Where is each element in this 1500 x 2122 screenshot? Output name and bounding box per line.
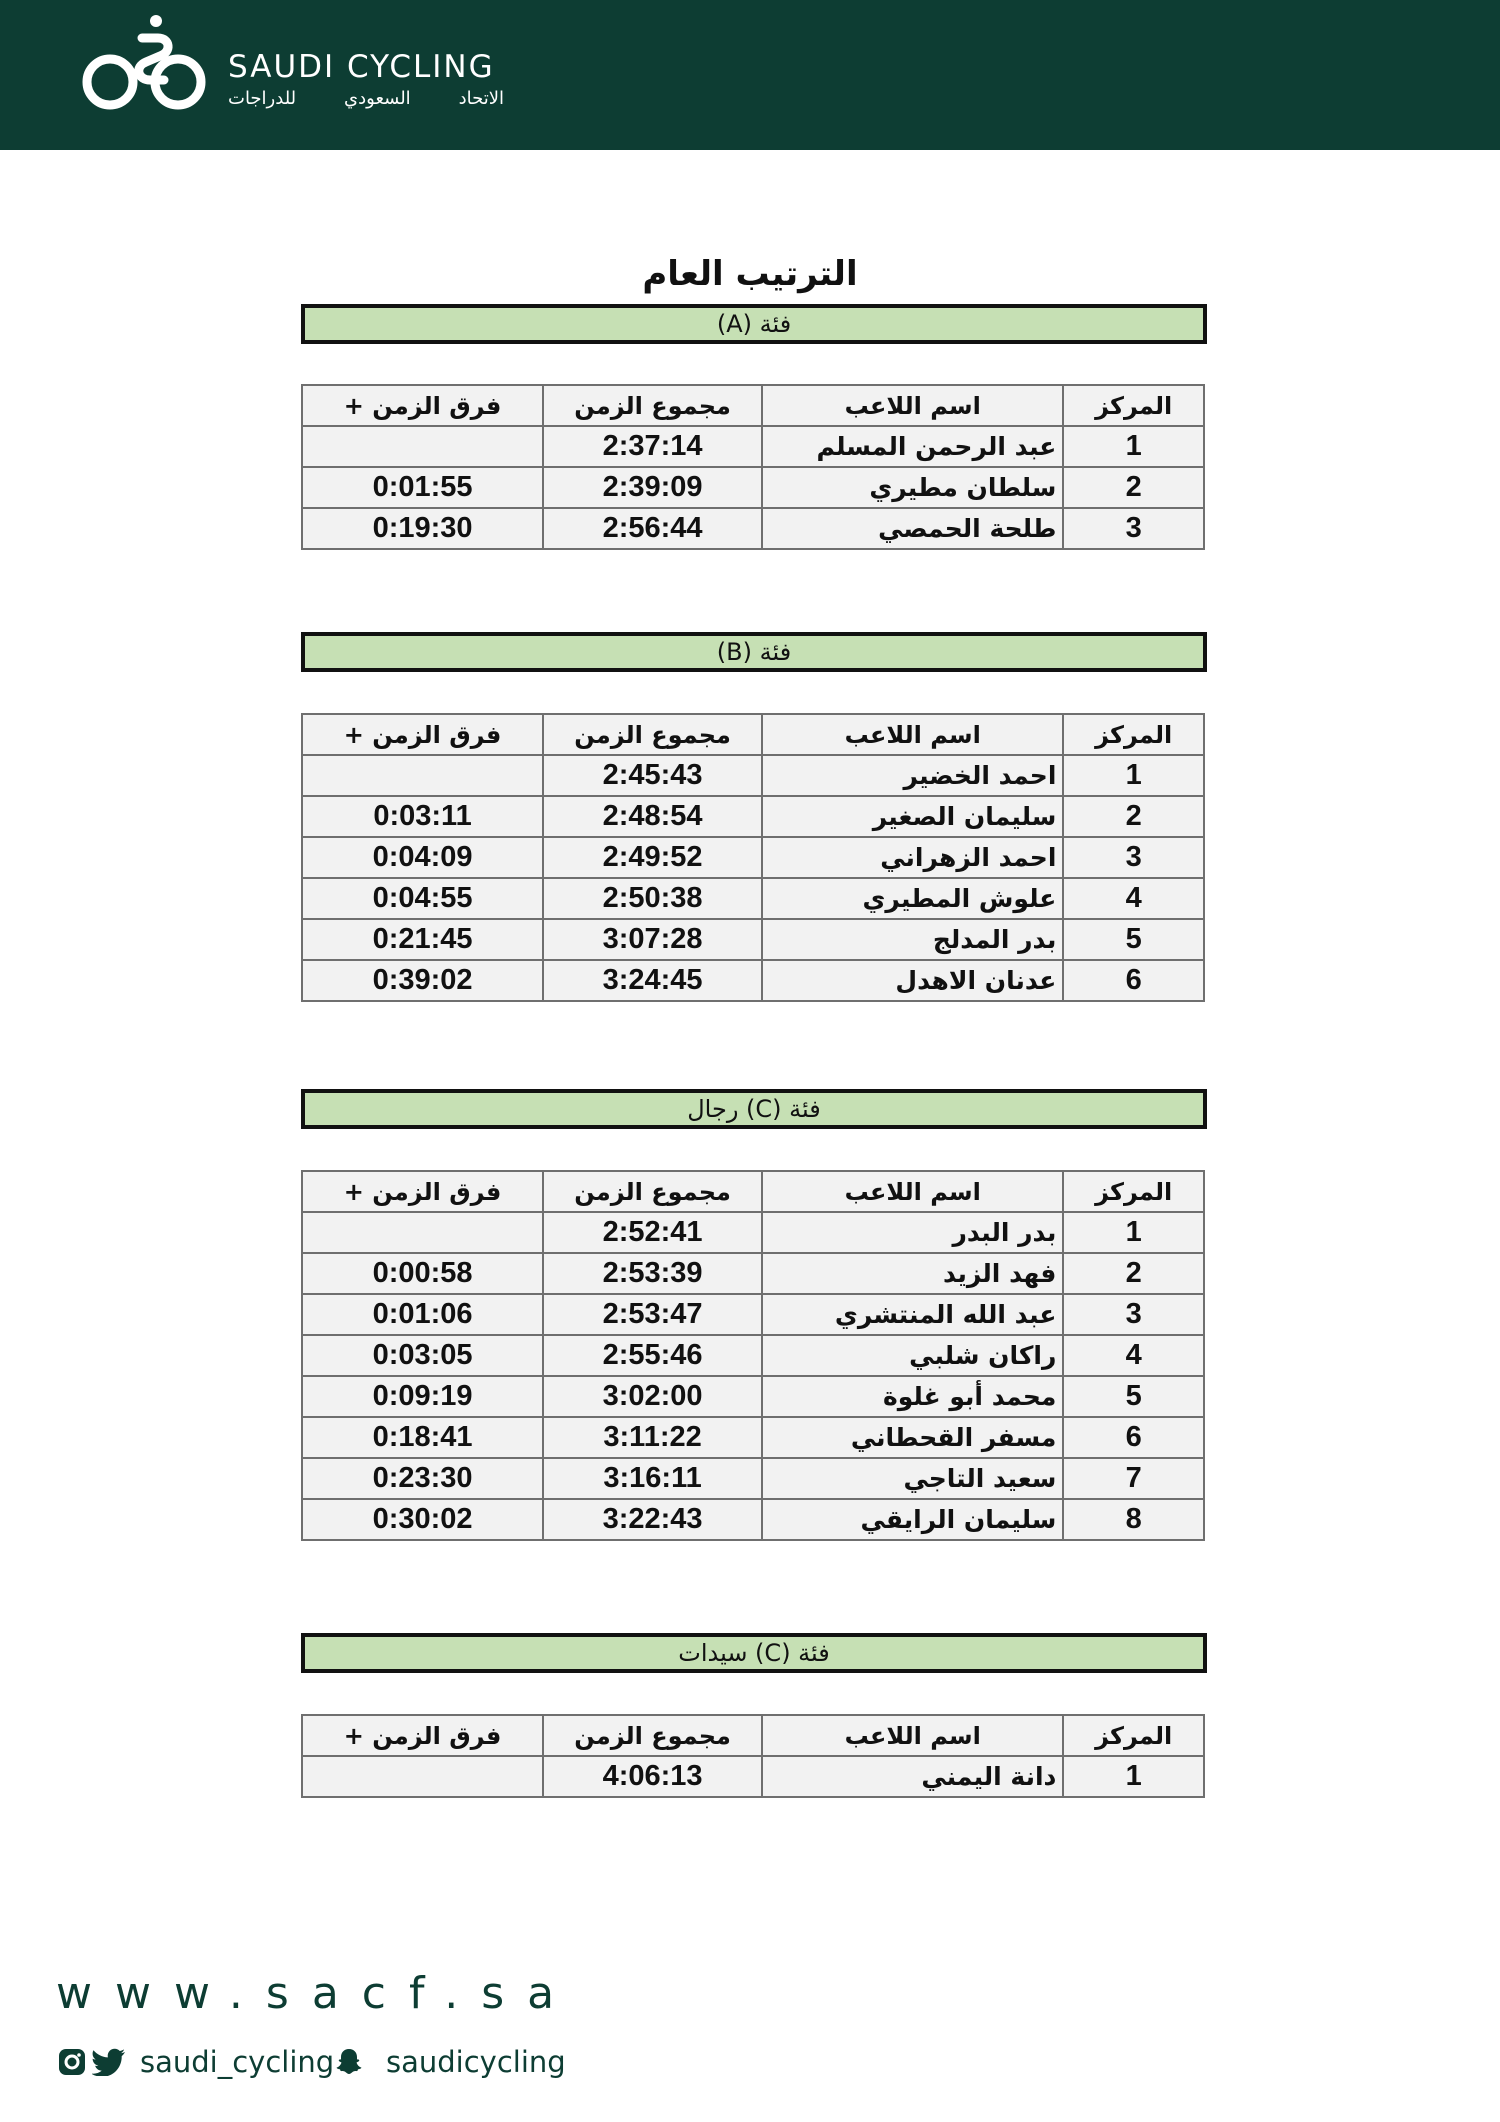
name-cell: دانة اليمني bbox=[762, 1756, 1063, 1797]
name-cell: سعيد التاجي bbox=[762, 1458, 1063, 1499]
time-gap-cell bbox=[302, 1212, 543, 1253]
time-gap-cell: 0:04:09 bbox=[302, 837, 543, 878]
table-header-row bbox=[302, 1171, 1204, 1212]
name-cell: عدنان الاهدل bbox=[762, 960, 1063, 1001]
rank-cell: 3 bbox=[1063, 837, 1204, 878]
social-links bbox=[56, 2040, 616, 2084]
name-cell: سليمان الرايقي bbox=[762, 1499, 1063, 1540]
rank-cell: 1 bbox=[1063, 426, 1204, 467]
header-name: اسم اللاعب bbox=[762, 1715, 1063, 1756]
name-cell: بدر البدر bbox=[762, 1212, 1063, 1253]
brand-name-en: SAUDI CYCLING bbox=[228, 49, 495, 85]
table-row bbox=[302, 960, 1204, 1001]
results-table-b bbox=[301, 713, 1205, 1002]
time-gap-cell: 0:03:11 bbox=[302, 796, 543, 837]
table-row bbox=[302, 1458, 1204, 1499]
brand-name-ar: الاتحاد السعودي للدراجات bbox=[228, 88, 504, 109]
header-total-time: مجموع الزمن bbox=[543, 1171, 762, 1212]
header-rank: المركز bbox=[1063, 714, 1204, 755]
total-time-cell: 2:50:38 bbox=[543, 878, 762, 919]
snapchat-handle[interactable]: saudicycling bbox=[386, 2045, 566, 2079]
rank-cell: 6 bbox=[1063, 1417, 1204, 1458]
rank-cell: 2 bbox=[1063, 467, 1204, 508]
header-total-time: مجموع الزمن bbox=[543, 385, 762, 426]
header-time-gap: فرق الزمن + bbox=[302, 1171, 543, 1212]
time-gap-cell bbox=[302, 755, 543, 796]
total-time-cell: 2:53:47 bbox=[543, 1294, 762, 1335]
total-time-cell: 2:56:44 bbox=[543, 508, 762, 549]
rank-cell: 6 bbox=[1063, 960, 1204, 1001]
time-gap-cell: 0:18:41 bbox=[302, 1417, 543, 1458]
category-bar-c-women: فئة (C) سيدات bbox=[301, 1633, 1207, 1673]
table-row bbox=[302, 426, 1204, 467]
rank-cell: 5 bbox=[1063, 1376, 1204, 1417]
rank-cell: 5 bbox=[1063, 919, 1204, 960]
table-row bbox=[302, 1294, 1204, 1335]
time-gap-cell: 0:30:02 bbox=[302, 1499, 543, 1540]
rank-cell: 4 bbox=[1063, 878, 1204, 919]
total-time-cell: 3:11:22 bbox=[543, 1417, 762, 1458]
category-bar-b: فئة (B) bbox=[301, 632, 1207, 672]
header-name: اسم اللاعب bbox=[762, 1171, 1063, 1212]
page-title: الترتيب العام bbox=[642, 254, 858, 294]
name-cell: مسفر القحطاني bbox=[762, 1417, 1063, 1458]
name-cell: احمد الزهراني bbox=[762, 837, 1063, 878]
time-gap-cell bbox=[302, 1756, 543, 1797]
name-cell: محمد أبو غلوة bbox=[762, 1376, 1063, 1417]
header-time-gap: فرق الزمن + bbox=[302, 1715, 543, 1756]
time-gap-cell: 0:09:19 bbox=[302, 1376, 543, 1417]
table-row bbox=[302, 508, 1204, 549]
time-gap-cell: 0:03:05 bbox=[302, 1335, 543, 1376]
cyclist-logo bbox=[80, 12, 212, 116]
total-time-cell: 2:39:09 bbox=[543, 467, 762, 508]
rank-cell: 8 bbox=[1063, 1499, 1204, 1540]
header-rank: المركز bbox=[1063, 1171, 1204, 1212]
time-gap-cell: 0:23:30 bbox=[302, 1458, 543, 1499]
total-time-cell: 4:06:13 bbox=[543, 1756, 762, 1797]
rank-cell: 1 bbox=[1063, 755, 1204, 796]
time-gap-cell: 0:04:55 bbox=[302, 878, 543, 919]
table-row bbox=[302, 1499, 1204, 1540]
name-cell: بدر المدلج bbox=[762, 919, 1063, 960]
website-link[interactable]: www.sacf.sa bbox=[56, 1968, 578, 2019]
rank-cell: 3 bbox=[1063, 1294, 1204, 1335]
name-cell: عبد الرحمن المسلم bbox=[762, 426, 1063, 467]
total-time-cell: 2:49:52 bbox=[543, 837, 762, 878]
table-header-row bbox=[302, 385, 1204, 426]
time-gap-cell: 0:39:02 bbox=[302, 960, 543, 1001]
table-row bbox=[302, 1212, 1204, 1253]
twitter-icon[interactable] bbox=[92, 2048, 126, 2076]
results-table-c-women bbox=[301, 1714, 1205, 1798]
table-row bbox=[302, 919, 1204, 960]
time-gap-cell: 0:19:30 bbox=[302, 508, 543, 549]
category-bar-c-men: فئة (C) رجال bbox=[301, 1089, 1207, 1129]
time-gap-cell: 0:01:55 bbox=[302, 467, 543, 508]
total-time-cell: 2:45:43 bbox=[543, 755, 762, 796]
name-cell: سليمان الصغير bbox=[762, 796, 1063, 837]
header-rank: المركز bbox=[1063, 385, 1204, 426]
header-total-time: مجموع الزمن bbox=[543, 714, 762, 755]
table-row bbox=[302, 1335, 1204, 1376]
total-time-cell: 2:55:46 bbox=[543, 1335, 762, 1376]
social-handle[interactable]: saudi_cycling bbox=[140, 2045, 335, 2079]
table-row bbox=[302, 837, 1204, 878]
time-gap-cell bbox=[302, 426, 543, 467]
table-row bbox=[302, 1756, 1204, 1797]
total-time-cell: 3:22:43 bbox=[543, 1499, 762, 1540]
name-cell: فهد الزيد bbox=[762, 1253, 1063, 1294]
name-cell: عبد الله المنتشري bbox=[762, 1294, 1063, 1335]
total-time-cell: 2:53:39 bbox=[543, 1253, 762, 1294]
table-row bbox=[302, 878, 1204, 919]
time-gap-cell: 0:01:06 bbox=[302, 1294, 543, 1335]
total-time-cell: 2:48:54 bbox=[543, 796, 762, 837]
rank-cell: 4 bbox=[1063, 1335, 1204, 1376]
name-cell: راكان شلبي bbox=[762, 1335, 1063, 1376]
header-total-time: مجموع الزمن bbox=[543, 1715, 762, 1756]
header-time-gap: فرق الزمن + bbox=[302, 714, 543, 755]
table-row bbox=[302, 796, 1204, 837]
name-cell: طلحة الحمصي bbox=[762, 508, 1063, 549]
table-row bbox=[302, 1417, 1204, 1458]
category-bar-a: فئة (A) bbox=[301, 304, 1207, 344]
time-gap-cell: 0:21:45 bbox=[302, 919, 543, 960]
results-table-a bbox=[301, 384, 1205, 550]
header-time-gap: فرق الزمن + bbox=[302, 385, 543, 426]
header-name: اسم اللاعب bbox=[762, 385, 1063, 426]
total-time-cell: 3:07:28 bbox=[543, 919, 762, 960]
name-cell: سلطان مطيري bbox=[762, 467, 1063, 508]
total-time-cell: 3:02:00 bbox=[543, 1376, 762, 1417]
total-time-cell: 2:37:14 bbox=[543, 426, 762, 467]
header-name: اسم اللاعب bbox=[762, 714, 1063, 755]
results-table-c-men bbox=[301, 1170, 1205, 1541]
rank-cell: 1 bbox=[1063, 1212, 1204, 1253]
snapchat-icon[interactable] bbox=[336, 2048, 362, 2076]
table-row bbox=[302, 755, 1204, 796]
total-time-cell: 3:24:45 bbox=[543, 960, 762, 1001]
rank-cell: 2 bbox=[1063, 796, 1204, 837]
rank-cell: 7 bbox=[1063, 1458, 1204, 1499]
header-rank: المركز bbox=[1063, 1715, 1204, 1756]
table-header-row bbox=[302, 1715, 1204, 1756]
table-row bbox=[302, 467, 1204, 508]
total-time-cell: 3:16:11 bbox=[543, 1458, 762, 1499]
total-time-cell: 2:52:41 bbox=[543, 1212, 762, 1253]
table-header-row bbox=[302, 714, 1204, 755]
instagram-icon[interactable] bbox=[58, 2048, 86, 2076]
rank-cell: 2 bbox=[1063, 1253, 1204, 1294]
table-row bbox=[302, 1253, 1204, 1294]
name-cell: علوش المطيري bbox=[762, 878, 1063, 919]
table-row bbox=[302, 1376, 1204, 1417]
rank-cell: 1 bbox=[1063, 1756, 1204, 1797]
header-banner bbox=[0, 0, 1500, 150]
time-gap-cell: 0:00:58 bbox=[302, 1253, 543, 1294]
name-cell: احمد الخضير bbox=[762, 755, 1063, 796]
rank-cell: 3 bbox=[1063, 508, 1204, 549]
